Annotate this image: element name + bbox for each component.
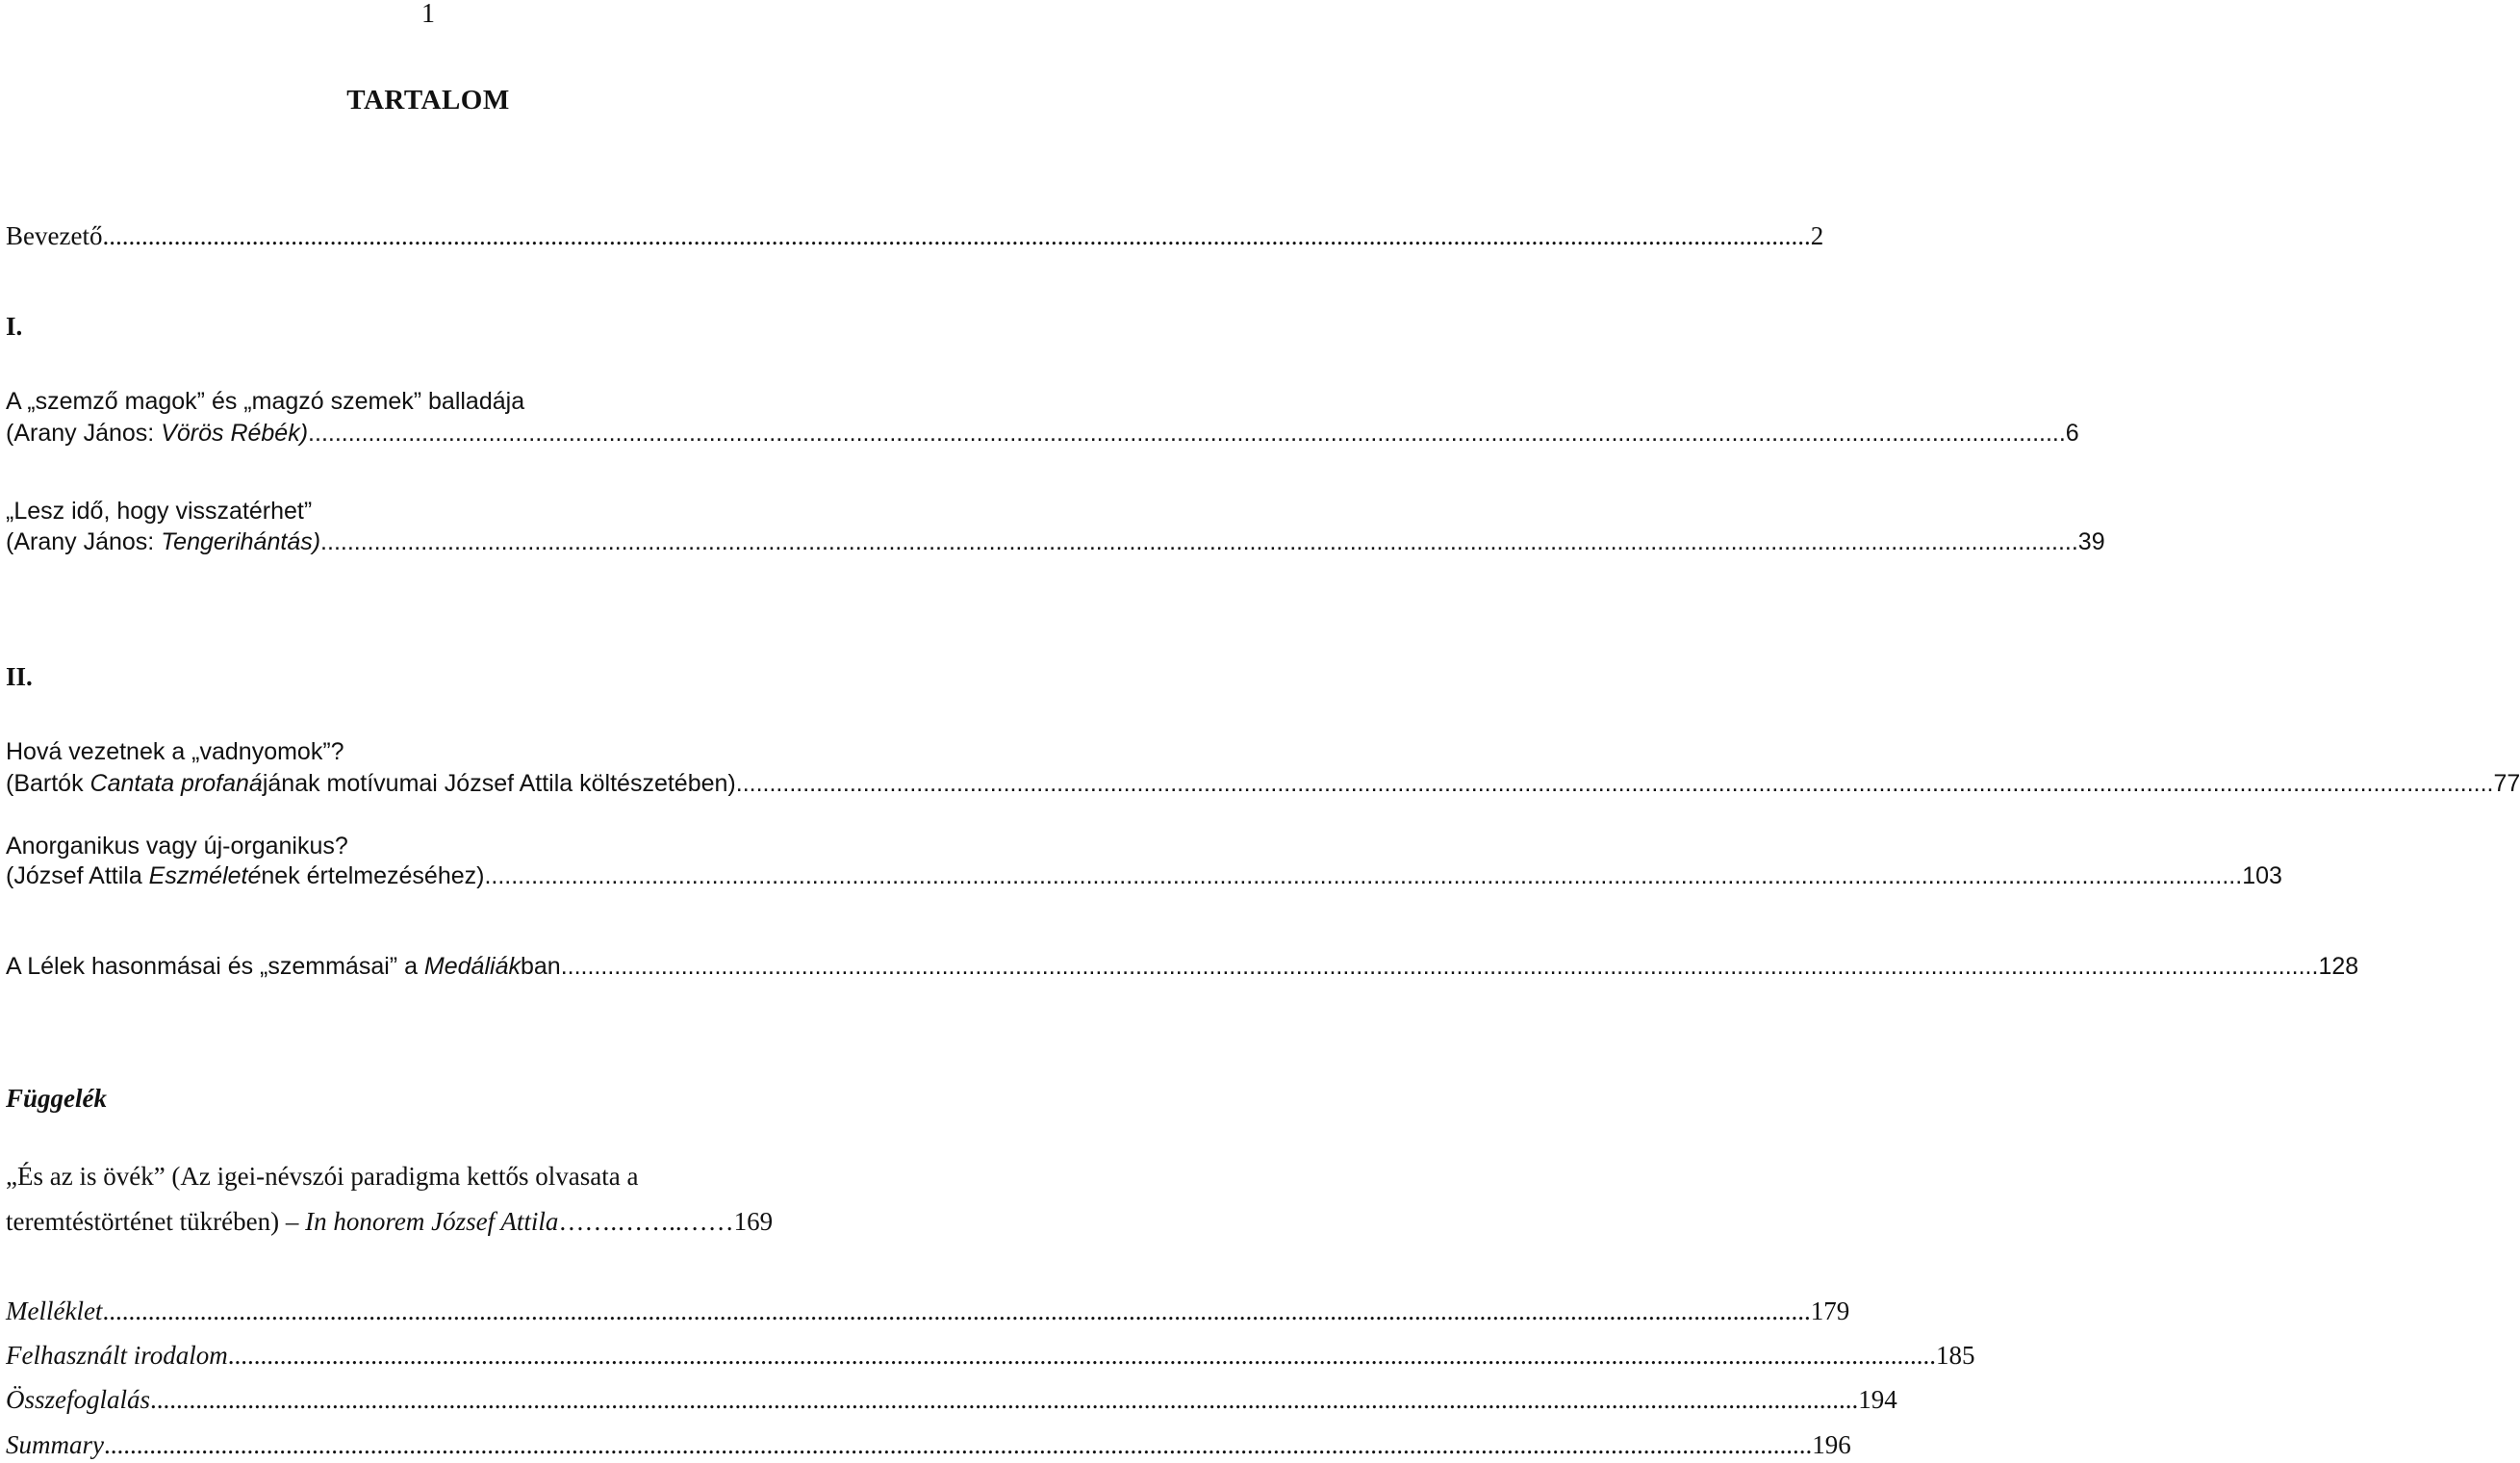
toc-entry-cantata-profana[interactable]: [6, 767, 918, 802]
toc-entry-in-honorem[interactable]: [6, 1205, 773, 1238]
toc-label: teremtéstörténet tükrében) – In honorem József Attila: [6, 1207, 558, 1236]
toc-entry-line: Hová vezetnek a „vadnyomok”?: [6, 735, 344, 768]
toc-entry-osszefoglalas[interactable]: [6, 1383, 918, 1418]
dot-leader: .......................................................................................................................................................................................................................................................................: [484, 860, 2242, 892]
toc-page: 103: [2242, 860, 2282, 892]
toc-entry-line: Anorganikus vagy új-organikus?: [6, 830, 348, 862]
toc-entry-melleklet[interactable]: [6, 1295, 918, 1329]
toc-page: 169: [734, 1207, 774, 1236]
toc-label: Felhasznált irodalom: [6, 1339, 228, 1372]
toc-label: (Arany János: Vörös Rébék): [6, 417, 308, 449]
toc-page: 194: [1858, 1383, 1897, 1416]
toc-page: 179: [1811, 1295, 1850, 1327]
toc-entry-tengerihantas[interactable]: [6, 526, 918, 560]
toc-entry-eszmelet[interactable]: [6, 860, 918, 894]
toc-label: Melléklet: [6, 1295, 102, 1327]
toc-page: 128: [2318, 950, 2358, 983]
toc-label: (Arany János: Tengerihántás): [6, 526, 320, 558]
dot-leader: .......................................................................................................................................................................................................................................................................: [104, 1428, 1812, 1461]
toc-label: Összefoglalás: [6, 1383, 150, 1416]
toc-entry-line: „Lesz idő, hogy visszatérhet”: [6, 495, 312, 527]
toc-label: A Lélek hasonmásai és „szemmásai” a Medáliákban: [6, 950, 561, 983]
toc-entry-medaliak[interactable]: [6, 950, 918, 985]
dot-leader: .......................................................................................................................................................................................................................................................................: [150, 1383, 1858, 1416]
toc-page: 6: [2066, 417, 2079, 449]
dot-leader: .......................................................................................................................................................................................................................................................................: [320, 526, 2078, 558]
toc-label: Bevezető: [6, 219, 102, 252]
dot-leader: …….……..……: [558, 1207, 733, 1236]
toc-page: 2: [1811, 219, 1824, 252]
toc-page: 77: [2494, 767, 2520, 800]
dot-leader: .......................................................................................................................................................................................................................................................................: [102, 219, 1810, 252]
appendix-heading: Függelék: [6, 1084, 107, 1114]
toc-label: Summary: [6, 1428, 104, 1461]
dot-leader: .......................................................................................................................................................................................................................................................................: [308, 417, 2066, 449]
page-number: 1: [0, 0, 856, 29]
toc-entry-line: „És az is övék” (Az igei-névszói paradigma kettős olvasata a: [6, 1160, 639, 1193]
dot-leader: .......................................................................................................................................................................................................................................................................: [561, 950, 2319, 983]
dot-leader: .......................................................................................................................................................................................................................................................................: [102, 1295, 1810, 1327]
toc-entry-voros-rebek[interactable]: [6, 417, 918, 451]
toc-entry-intro[interactable]: [6, 219, 918, 254]
toc-label: (Bartók Cantata profanájának motívumai József Attila költészetében): [6, 767, 736, 800]
toc-page: 185: [1936, 1339, 1975, 1372]
toc-entry-summary[interactable]: [6, 1428, 918, 1463]
dot-leader: .......................................................................................................................................................................................................................................................................: [228, 1339, 1936, 1372]
toc-title: TARTALOM: [0, 85, 856, 116]
toc-page: 196: [1812, 1428, 1851, 1461]
part-heading-2: II.: [6, 662, 33, 692]
part-heading-1: I.: [6, 312, 22, 342]
toc-page: 39: [2078, 526, 2105, 558]
dot-leader: .......................................................................................................................................................................................................................................................................: [736, 767, 2494, 800]
toc-entry-line: A „szemző magok” és „magzó szemek” balladája: [6, 385, 524, 418]
toc-label: (József Attila Eszméletének értelmezéséhez): [6, 860, 484, 892]
toc-entry-irodalom[interactable]: [6, 1339, 918, 1373]
